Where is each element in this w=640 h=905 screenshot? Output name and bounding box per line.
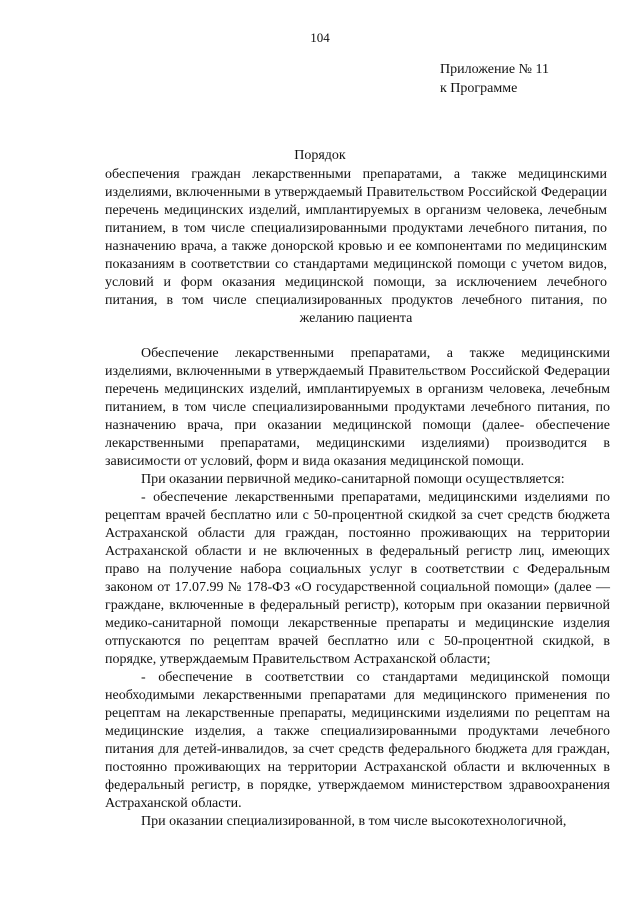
paragraph-4: - обеспечение в соответствии со стандартами медицинской помощи необходимыми лекарственными препаратами для медицинского применения по рецептам на лекарственные препараты, медицинскими изделиями по рецептам на медицинские изделия, а также специализированными продуктами лечебного питания для детей-инвалидов, за счет средств федерального бюджета для граждан, постоянно проживающих на территории Астраханской области и включенных в федеральный регистр, в порядке, утверждаемом министерством здравоохранения Астраханской области. <box>105 670 610 811</box>
appendix-program: к Программе <box>440 81 518 96</box>
document-body <box>105 345 610 831</box>
page-number: 104 <box>310 30 330 45</box>
document-subtitle: обеспечения граждан лекарственными препаратами, а также медицинскими изделиями, включенными в утверждаемый Правительством Российской Федерации перечень медицинских изделий, имплантируемых в организм человека, лечебным питанием, в том числе специализированными продуктами лечебного питания, по назначению врача, а также донорской кровью и ее компонентами по медицинским показаниям в соответствии со стандартами медицинской помощи с учетом видов, условий и форм оказания медицинской помощи, за исключением лечебного питания, в том числе специализированных продуктов лечебного питания, по желанию пациента <box>105 167 607 326</box>
paragraph-1: Обеспечение лекарственными препаратами, а также медицинскими изделиями, включенными в утверждаемый Правительством Российской Федерации перечень медицинских изделий, имплантируемых в организм человека, лечебным питанием, в том числе специализированными продуктами лечебного питания, по назначению врача, при оказании медицинской помощи (далее- обеспечение лекарственными препаратами, медицинскими изделиями) производится в зависимости от условий, форм и вида оказания медицинской помощи. <box>105 346 610 469</box>
paragraph-3: - обеспечение лекарственными препаратами, медицинскими изделиями по рецептам врачей бесплатно или с 50-процентной скидкой за счет средств бюджета Астраханской области для граждан, постоянно проживающих на территории Астраханской области и не включенных в федеральный регистр лиц, имеющих право на получение набора социальных услуг в соответствии с Федеральным законом от 17.07.99 № 178-ФЗ «О государственной социальной помощи» (далее — граждане, включенные в федеральный регистр), которым при оказании первичной медико-санитарной помощи лекарственные препараты и медицинские изделия отпускаются по рецептам врачей бесплатно или с 50-процентной скидкой, в порядке, утверждаемым Правительством Астраханской области; <box>105 490 610 667</box>
appendix-number: Приложение № 11 <box>440 62 549 77</box>
document-title: Порядок <box>294 148 346 163</box>
paragraph-2: При оказании первичной медико-санитарной помощи осуществляется: <box>141 472 565 487</box>
appendix-reference <box>440 60 549 98</box>
paragraph-5: При оказании специализированной, в том числе высокотехнологичной, <box>141 814 567 829</box>
